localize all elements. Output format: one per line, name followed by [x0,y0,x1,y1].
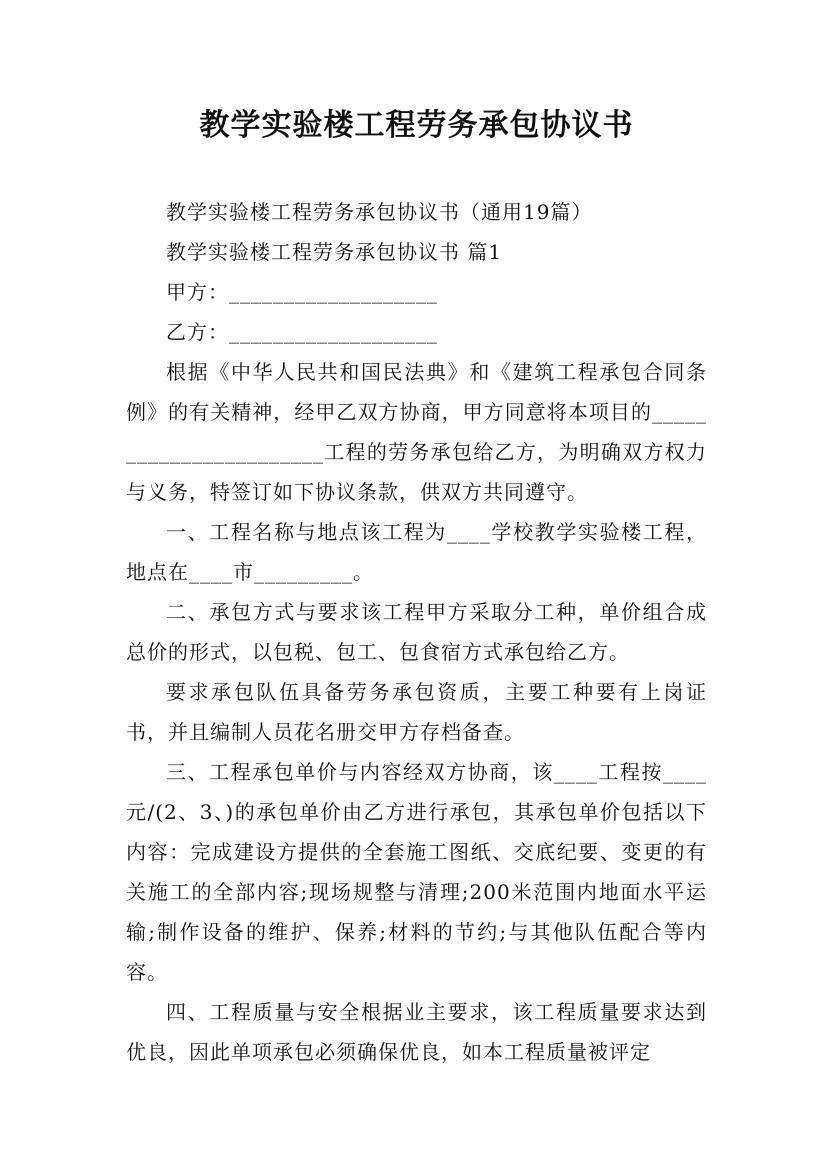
clause-2-paragraph: 二、承包方式与要求该工程甲方采取分工种，单价组合成总价的形式，以包税、包工、包食宿方式承包给乙方。 [126,600,707,664]
document-title: 教学实验楼工程劳务承包协议书 [199,108,634,143]
document-body [126,192,707,1072]
preamble-paragraph: 根据《中华人民共和国民法典》和《建筑工程承包合同条例》的有关精神，经甲乙双方协商，甲方同意将本项目的_______________________工程的劳务承包给乙方，为明确双方权力与义务，特签订如下协议条款，供双方共同遵守。 [126,360,707,504]
subtitle-line: 教学实验楼工程劳务承包协议书（通用19篇） [166,200,593,224]
party-b-line: 乙方：___________________ [166,320,438,344]
clause-3-paragraph: 三、工程承包单价与内容经双方协商，该____工程按____元/(2、3、)的承包单价由乙方进行承包，其承包单价包括以下内容：完成建设方提供的全套施工图纸、交底纪要、变更的有关施工的全部内容;现场规整与清理;200米范围内地面水平运输;制作设备的维护、保养;材料的节约;与其他队伍配合等内容。 [126,760,707,984]
party-a-line: 甲方：___________________ [166,280,438,304]
clause-1-paragraph: 一、工程名称与地点该工程为____学校教学实验楼工程，地点在____市_________。 [126,520,707,584]
section-heading: 教学实验楼工程劳务承包协议书 篇1 [166,240,503,264]
clause-2-requirement-paragraph: 要求承包队伍具备劳务承包资质，主要工种要有上岗证书，并且编制人员花名册交甲方存档备查。 [126,680,707,744]
clause-4-paragraph: 四、工程质量与安全根据业主要求，该工程质量要求达到优良，因此单项承包必须确保优良，如本工程质量被评定 [126,1000,707,1064]
